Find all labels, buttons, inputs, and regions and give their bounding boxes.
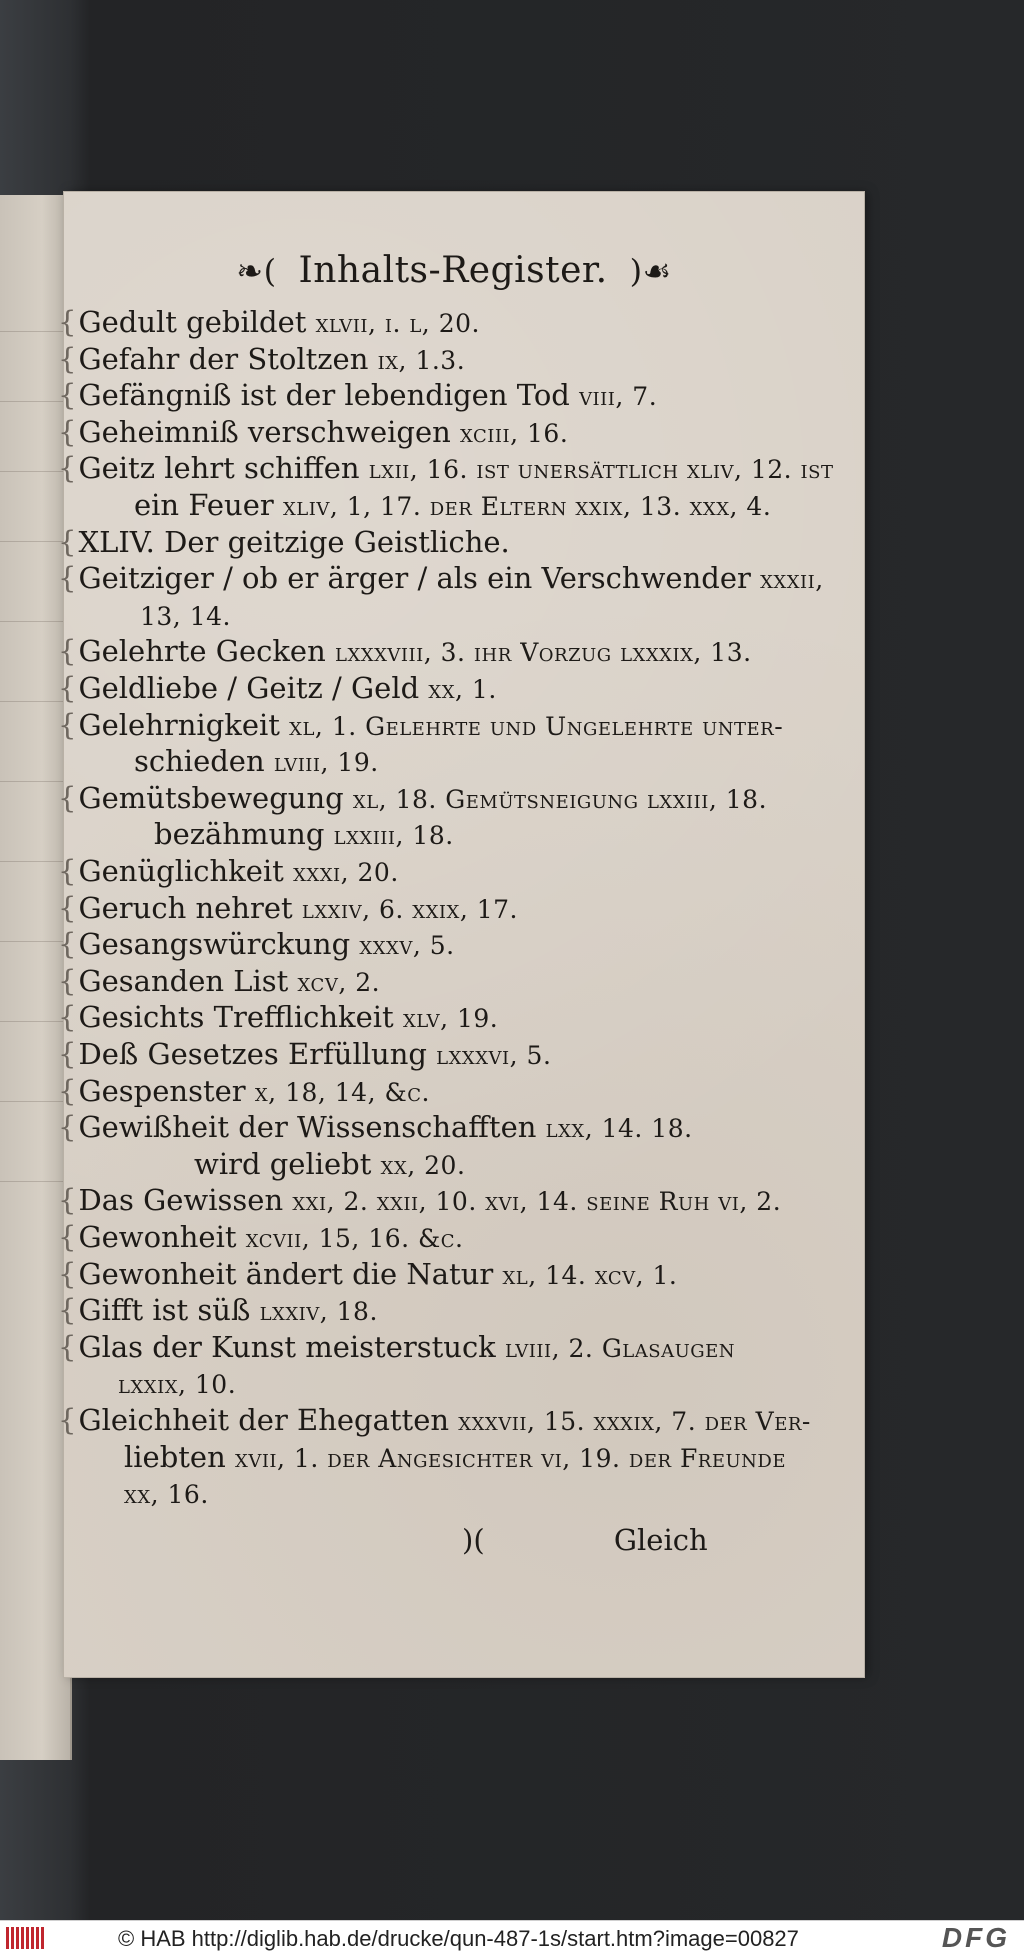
bracket-mark: { [58,1110,77,1145]
bracket-mark: { [58,305,77,339]
register-entry [118,1365,236,1401]
bracket-mark: { [58,854,77,888]
entry-text: ein Feuer [134,488,283,522]
footer-bar [0,1920,1024,1954]
entry-text: Geruch nehret [78,890,302,925]
register-entry [124,1475,209,1511]
entry-text: Gedult gebildet [78,305,316,339]
entry-text: Gifft ist süß [78,1293,260,1328]
entry-reference: xxxv, 5. [359,931,455,961]
entry-reference: xx, 1. [428,675,497,704]
entry-reference: lxxiv, 18. [259,1297,378,1327]
register-entry [58,524,510,560]
book-page [58,192,864,1677]
entry-text: Geldliebe / Geitz / Geld [78,671,429,705]
catchword: Gleich [613,1523,708,1557]
register-entry [58,1182,781,1218]
register-entry [58,1073,430,1109]
entry-text: Geheimniß verschweigen [78,414,461,449]
register-entry [194,1146,465,1182]
right-ornament: )☙ [629,252,672,290]
register-entry [58,999,498,1035]
page-title: Inhalts-Register. [298,250,608,291]
entry-text: Genüglichkeit [78,854,294,888]
bracket-mark: { [58,1293,77,1328]
entry-reference: lxxiii, 18. [333,821,454,851]
bracket-mark: { [58,1220,77,1254]
entry-reference: x, 18, 14, &c. [254,1077,430,1107]
register-entry [58,670,497,706]
entry-reference: ix, 1.3. [377,345,466,375]
entry-reference: 13, 14. [140,601,231,631]
register-entry [58,1109,693,1145]
register-entry [58,560,824,596]
bracket-mark: { [58,671,77,705]
register-entry [58,377,657,413]
bracket-mark: { [58,1183,77,1218]
bracket-mark: { [58,414,77,449]
bracket-mark: { [58,378,77,413]
entry-reference: viii, 7. [579,382,658,412]
register-entry [58,707,783,743]
entry-text: Geitziger / ob er ärger / als ein Verschwender [78,561,761,596]
bracket-mark: { [58,1037,77,1071]
bracket-mark: { [58,341,77,376]
register-entry [58,633,752,669]
register-entry [58,1402,811,1438]
dfg-logo: DFG [941,1922,1010,1953]
entry-reference: xxi, 2. xxii, 10. xvi, 14. seine Ruh vi, 2. [292,1187,782,1217]
bracket-mark: { [58,1256,77,1291]
entry-text: Gesangswürckung [78,927,360,962]
register-entry [58,1036,551,1072]
bracket-mark: { [58,1000,77,1035]
entry-text: Gesanden List [78,963,298,998]
footer-credit[interactable]: © HAB http://diglib.hab.de/drucke/qun-487-1s/start.htm?image=00827 [118,1926,799,1951]
entry-reference: xlvii, i. l, 20. [315,309,480,338]
register-entry [58,1329,735,1365]
bracket-mark: { [58,524,77,559]
register-entry [134,743,379,779]
entry-reference: lxxiv, 6. xxix, 17. [301,894,518,924]
entry-text: Gewonheit ändert die Natur [78,1256,503,1291]
entry-text: Gleichheit der Ehegatten [78,1403,459,1437]
entry-reference: xxxi, 20. [293,858,399,887]
register-entry [124,1439,786,1475]
entry-text: Gemütsbewegung [78,780,353,815]
register-entry [58,1256,677,1292]
entry-text: Geitz lehrt schiffen [78,451,369,486]
register-entry [58,304,480,340]
entry-reference: xcvii, 15, 16. &c. [245,1224,464,1253]
register-entry [58,890,518,926]
entry-reference: xl, 18. Gemütsneigung lxxiii, 18. [352,784,768,814]
bracket-mark: { [58,634,77,669]
entry-reference: xcv, 2. [297,967,381,997]
bracket-mark: { [58,1073,77,1108]
entry-reference: lxx, 14. 18. [545,1114,693,1144]
entry-reference: xvii, 1. der Angesichter vi, 19. der Freunde [235,1443,786,1473]
entry-reference: xliv, 1, 17. der Eltern xxix, 13. xxx, 4. [282,492,772,521]
entry-text: schieden [134,744,274,779]
entry-text: Das Gewissen [78,1183,293,1218]
entry-reference: lviii, 19. [273,748,379,778]
register-entry [58,414,568,450]
entry-text: Deß Gesetzes Erfüllung [78,1037,437,1071]
entry-reference: xciii, 16. [460,418,569,448]
entry-text: Gespenster [78,1073,255,1108]
bracket-mark: { [58,1329,77,1364]
bracket-mark: { [58,707,77,742]
register-entry [140,597,231,633]
entry-reference: lxxxviii, 3. ihr Vorzug lxxxix, 13. [335,638,752,668]
register-entry [58,341,465,377]
entry-reference: lxxxvi, 5. [436,1041,552,1070]
register-entry [154,816,454,852]
entry-reference: xl, 14. xcv, 1. [502,1260,678,1290]
register-entry [58,963,380,999]
bracket-mark: { [58,890,77,925]
page-header [174,250,734,300]
entry-reference: lxii, 16. ist unersättlich xliv, 12. ist [368,455,834,485]
bracket-mark: { [58,1403,77,1437]
entry-reference: xxxvii, 15. xxxix, 7. der Ver- [458,1407,811,1436]
bracket-mark: { [58,561,77,596]
hab-logo-icon [6,1927,46,1949]
register-entry [58,926,455,962]
entry-text: Gesichts Trefflichkeit [78,1000,403,1035]
entry-reference: xx, 16. [124,1480,209,1510]
bracket-mark: { [58,927,77,962]
register-entry [58,1219,464,1255]
entry-text: XLIV. Der geitzige Geistliche. [78,524,510,559]
catchword-line [462,1522,708,1558]
entry-text: Glas der Kunst meisterstuck [78,1329,505,1364]
bracket-mark: { [58,451,77,486]
register-entry [58,853,399,889]
register-entry [134,487,771,523]
left-ornament: ❧( [236,252,277,290]
register-entry [58,780,767,816]
catchword-separator: )( [462,1523,485,1557]
entry-text: liebten [124,1439,235,1474]
entry-reference: xl, 1. Gelehrte und Ungelehrte unter- [289,711,784,741]
entry-text: Gelehrte Gecken [78,634,335,669]
register-entry [58,1292,378,1328]
bracket-mark: { [58,963,77,998]
entry-text: wird geliebt [194,1146,381,1181]
entry-reference: xlv, 19. [402,1004,499,1034]
bracket-mark: { [58,780,77,815]
entry-reference: lxxix, 10. [118,1370,237,1400]
entry-text: bezähmung [154,817,334,852]
entry-text: Gewißheit der Wissenschafften [78,1110,546,1145]
entry-text: Gefängniß ist der lebendigen Tod [78,378,580,413]
entry-reference: xx, 20. [380,1150,466,1180]
register-entry [58,450,833,486]
entry-text: Gewonheit [78,1220,246,1254]
entry-reference: xxxii, [760,565,824,595]
entry-text: Gefahr der Stoltzen [78,341,378,376]
entry-text: Gelehrnigkeit [78,707,290,742]
entry-reference: lviii, 2. Glasaugen [504,1333,736,1363]
